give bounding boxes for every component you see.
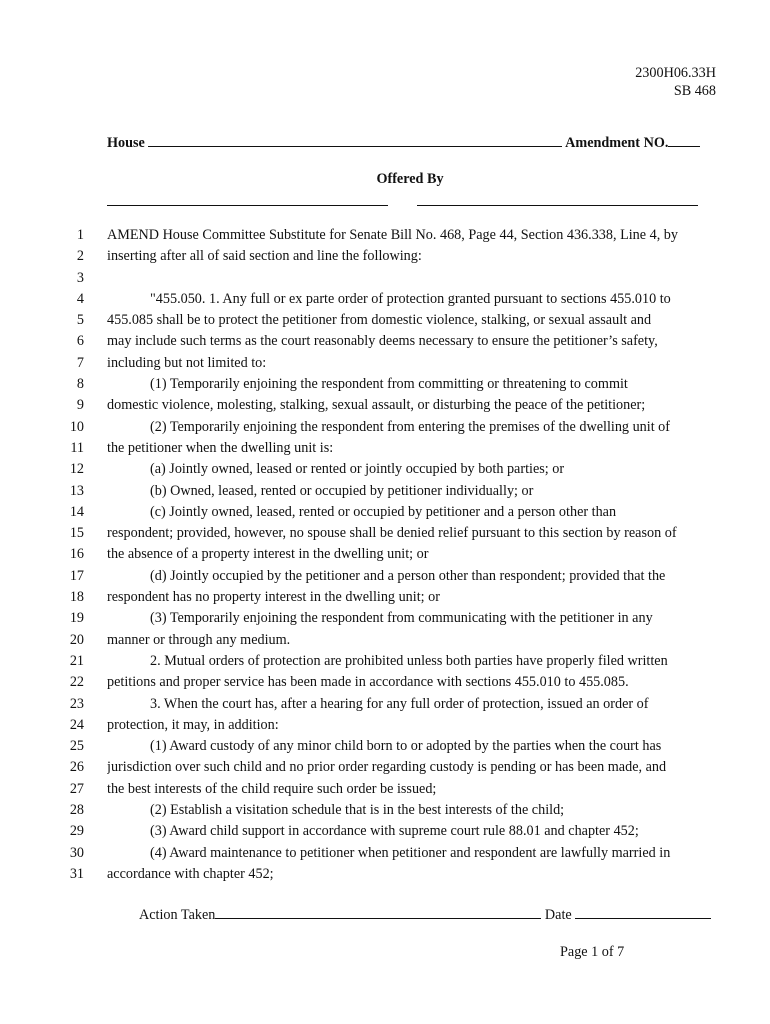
text-line <box>0 417 770 438</box>
line-number: 10 <box>69 418 84 435</box>
line-number: 28 <box>69 802 84 819</box>
text-line <box>0 438 770 459</box>
line-text: (4) Award maintenance to petitioner when petitioner and respondent are lawfully married in <box>150 844 671 861</box>
line-text: AMEND House Committee Substitute for Senate Bill No. 468, Page 44, Section 436.338, Line 4, by <box>107 227 678 243</box>
text-line <box>0 630 770 651</box>
line-number: 25 <box>69 738 84 755</box>
line-text: protection, it may, in addition: <box>107 716 279 733</box>
line-text: the best interests of the child require such order be issued; <box>107 780 437 797</box>
text-line <box>0 310 770 331</box>
line-number: 23 <box>69 695 84 712</box>
line-number: 2 <box>76 248 84 265</box>
action-taken-label: Action Taken <box>139 907 216 923</box>
text-line <box>0 821 770 842</box>
line-number: 21 <box>69 652 84 669</box>
text-line <box>0 544 770 565</box>
text-line <box>0 353 770 374</box>
text-line <box>0 587 770 608</box>
line-number: 18 <box>69 589 84 606</box>
line-text: inserting after all of said section and line the following: <box>107 248 422 265</box>
text-line <box>0 608 770 629</box>
line-text: accordance with chapter 452; <box>107 865 274 882</box>
text-line <box>0 779 770 800</box>
date-label: Date <box>544 907 572 923</box>
text-line <box>0 523 770 544</box>
line-text: jurisdiction over such child and no prior order regarding custody is pending or has been made, and <box>107 759 667 776</box>
line-number: 15 <box>69 525 84 542</box>
text-line <box>0 715 770 736</box>
text-line <box>0 800 770 821</box>
line-number: 30 <box>69 844 84 861</box>
line-text: 455.085 shall be to protect the petitioner from domestic violence, stalking, or sexual assault and <box>107 312 652 329</box>
line-number: 5 <box>76 312 84 329</box>
line-number: 26 <box>69 759 84 776</box>
line-text: "455.050. 1. Any full or ex parte order of protection granted pursuant to sections 455.010 to <box>150 290 671 307</box>
text-line <box>0 651 770 672</box>
line-number: 29 <box>69 823 84 840</box>
amendment-number-blank <box>668 134 700 147</box>
text-line <box>0 459 770 480</box>
text-line <box>0 736 770 757</box>
line-number: 16 <box>69 546 84 563</box>
line-number: 8 <box>76 376 84 393</box>
line-text: 3. When the court has, after a hearing for any full order of protection, issued an order of <box>150 695 649 712</box>
line-number: 24 <box>69 716 84 733</box>
line-number: 4 <box>76 290 84 307</box>
line-number: 14 <box>69 503 84 520</box>
amendment-text <box>0 225 770 885</box>
text-line <box>0 694 770 715</box>
text-line <box>0 566 770 587</box>
offered-by-signature-line-left <box>107 205 388 206</box>
line-number: 3 <box>76 269 84 286</box>
house-amendment-line <box>107 134 713 152</box>
text-line <box>0 843 770 864</box>
line-text: manner or through any medium. <box>107 631 291 648</box>
line-text: (3) Award child support in accordance with supreme court rule 88.01 and chapter 452; <box>150 823 639 840</box>
text-line <box>0 225 770 246</box>
line-number: 31 <box>69 865 84 882</box>
line-text: (1) Award custody of any minor child born to or adopted by the parties when the court has <box>150 738 662 755</box>
text-line <box>0 757 770 778</box>
offered-by-heading: Offered By <box>376 171 444 187</box>
line-number: 1 <box>76 227 84 243</box>
house-blank <box>148 134 562 147</box>
line-number: 17 <box>69 567 84 584</box>
text-line <box>0 289 770 310</box>
line-number: 19 <box>69 610 84 627</box>
line-text: (b) Owned, leased, rented or occupied by petitioner individually; or <box>150 482 534 499</box>
text-line <box>0 502 770 523</box>
line-number: 22 <box>69 674 84 691</box>
text-line <box>0 672 770 693</box>
line-text: (3) Temporarily enjoining the respondent from communicating with the petitioner in any <box>150 610 653 627</box>
line-text: petitions and proper service has been made in accordance with sections 455.010 to 455.085. <box>107 674 629 691</box>
action-taken-blank <box>215 906 541 919</box>
line-text: including but not limited to: <box>107 354 267 371</box>
bill-number: SB 468 <box>673 83 716 99</box>
line-text: respondent has no property interest in the dwelling unit; or <box>107 589 440 606</box>
line-text: 2. Mutual orders of protection are prohibited unless both parties have properly filed written <box>150 652 668 669</box>
line-number: 6 <box>76 333 84 350</box>
line-text: the petitioner when the dwelling unit is: <box>107 439 334 456</box>
line-text: (2) Establish a visitation schedule that is in the best interests of the child; <box>150 802 565 819</box>
line-text: (1) Temporarily enjoining the respondent from committing or threatening to commit <box>150 376 628 393</box>
line-text: (d) Jointly occupied by the petitioner and a person other than respondent; provided that the <box>150 567 666 584</box>
text-line <box>0 864 770 885</box>
line-number: 12 <box>69 461 84 478</box>
line-number: 7 <box>76 354 84 371</box>
line-text: (2) Temporarily enjoining the respondent from entering the premises of the dwelling unit of <box>150 418 671 435</box>
text-line <box>0 268 770 289</box>
line-number: 20 <box>69 631 84 648</box>
text-line <box>0 481 770 502</box>
line-text: the absence of a property interest in the dwelling unit; or <box>107 546 429 563</box>
action-taken-line <box>139 906 719 924</box>
line-text: (c) Jointly owned, leased, rented or occupied by petitioner and a person other than <box>150 503 617 520</box>
house-label: House <box>107 135 145 151</box>
line-text: (a) Jointly owned, leased or rented or jointly occupied by both parties; or <box>150 461 565 478</box>
page-number: Page 1 of 7 <box>560 944 625 960</box>
line-number: 11 <box>70 439 84 456</box>
line-number: 13 <box>69 482 84 499</box>
amendment-label: Amendment NO. <box>565 135 669 151</box>
doc-code: 2300H06.33H <box>635 65 716 81</box>
document-id-block <box>635 64 716 100</box>
text-line <box>0 395 770 416</box>
text-line <box>0 331 770 352</box>
text-line <box>0 246 770 267</box>
offered-by-signature-line-right <box>417 205 698 206</box>
line-text: domestic violence, molesting, stalking, sexual assault, or disturbing the peace of the petitioner; <box>107 397 646 414</box>
line-text: may include such terms as the court reasonably deems necessary to ensure the petitioner’s safety, <box>107 333 658 350</box>
date-blank <box>575 906 711 919</box>
line-number: 27 <box>69 780 84 797</box>
line-text: respondent; provided, however, no spouse shall be denied relief pursuant to this section by reason of <box>107 525 677 542</box>
text-line <box>0 374 770 395</box>
line-number: 9 <box>76 397 84 414</box>
